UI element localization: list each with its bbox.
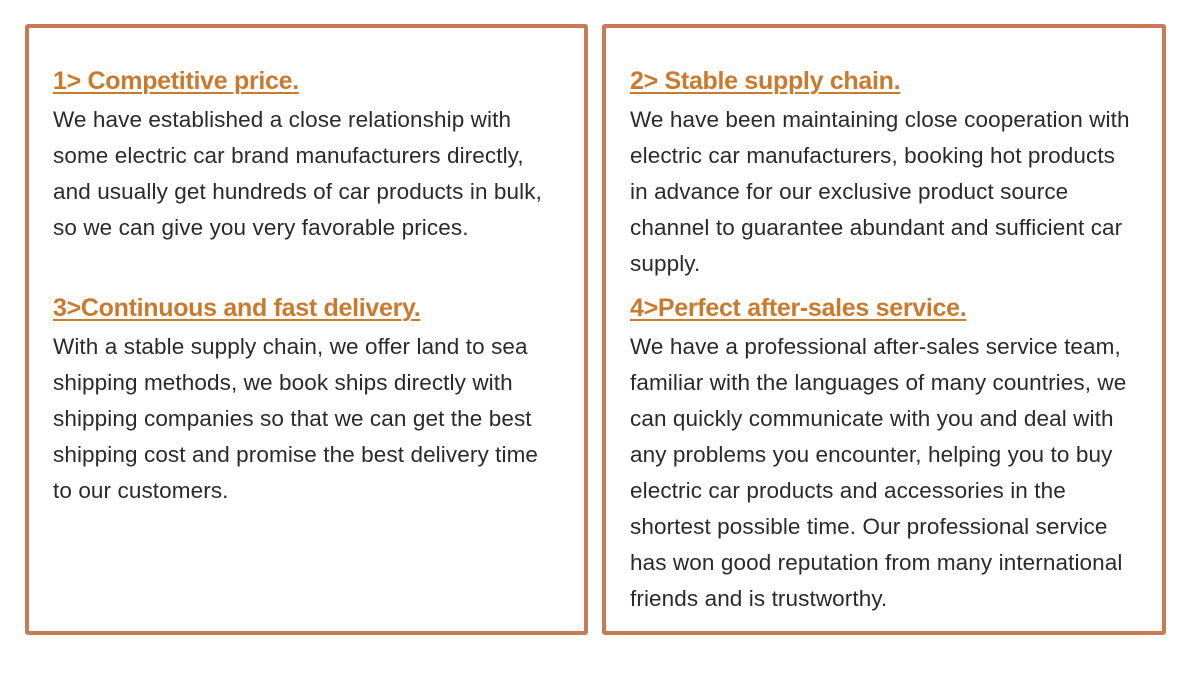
body-line: has won good reputation from many international	[630, 550, 1123, 575]
section-fast-delivery	[53, 291, 578, 509]
section-stable-supply-chain	[630, 64, 1156, 282]
section-after-sales-service	[630, 291, 1156, 617]
section-body-after-sales-service	[630, 329, 1156, 617]
body-line: We have been maintaining close cooperation with	[630, 107, 1130, 132]
body-line: supply.	[630, 251, 701, 276]
body-line: shipping cost and promise the best delivery time	[53, 442, 539, 467]
body-line: in advance for our exclusive product source	[630, 179, 1069, 204]
section-heading-after-sales-service: 4>Perfect after-sales service.	[630, 294, 967, 322]
body-line: shipping methods, we book ships directly with	[53, 370, 513, 395]
section-heading-competitive-price: 1> Competitive price.	[53, 67, 299, 95]
section-body-competitive-price	[53, 102, 578, 246]
body-line: shortest possible time. Our professional service	[630, 514, 1108, 539]
body-line: some electric car brand manufacturers directly,	[53, 143, 524, 168]
body-line: We have a professional after-sales service team,	[630, 334, 1121, 359]
body-line: and usually get hundreds of car products in bulk,	[53, 179, 542, 204]
section-heading-fast-delivery: 3>Continuous and fast delivery.	[53, 294, 421, 322]
body-line: friends and is trustworthy.	[630, 586, 888, 611]
body-line: electric car manufacturers, booking hot products	[630, 143, 1116, 168]
section-body-stable-supply-chain	[630, 102, 1156, 282]
right-panel	[602, 24, 1166, 635]
body-line: can quickly communicate with you and deal with	[630, 406, 1114, 431]
section-competitive-price	[53, 64, 578, 246]
body-line: channel to guarantee abundant and sufficient car	[630, 215, 1123, 240]
body-line: We have established a close relationship with	[53, 107, 512, 132]
section-body-fast-delivery	[53, 329, 578, 509]
body-line: any problems you encounter, helping you to buy	[630, 442, 1113, 467]
section-heading-stable-supply-chain: 2> Stable supply chain.	[630, 67, 901, 95]
body-line: so we can give you very favorable prices.	[53, 215, 469, 240]
body-line: to our customers.	[53, 478, 229, 503]
body-line: With a stable supply chain, we offer land to sea	[53, 334, 528, 359]
body-line: shipping companies so that we can get the best	[53, 406, 532, 431]
body-line: electric car products and accessories in the	[630, 478, 1066, 503]
body-line: familiar with the languages of many countries, we	[630, 370, 1127, 395]
left-panel	[25, 24, 588, 635]
